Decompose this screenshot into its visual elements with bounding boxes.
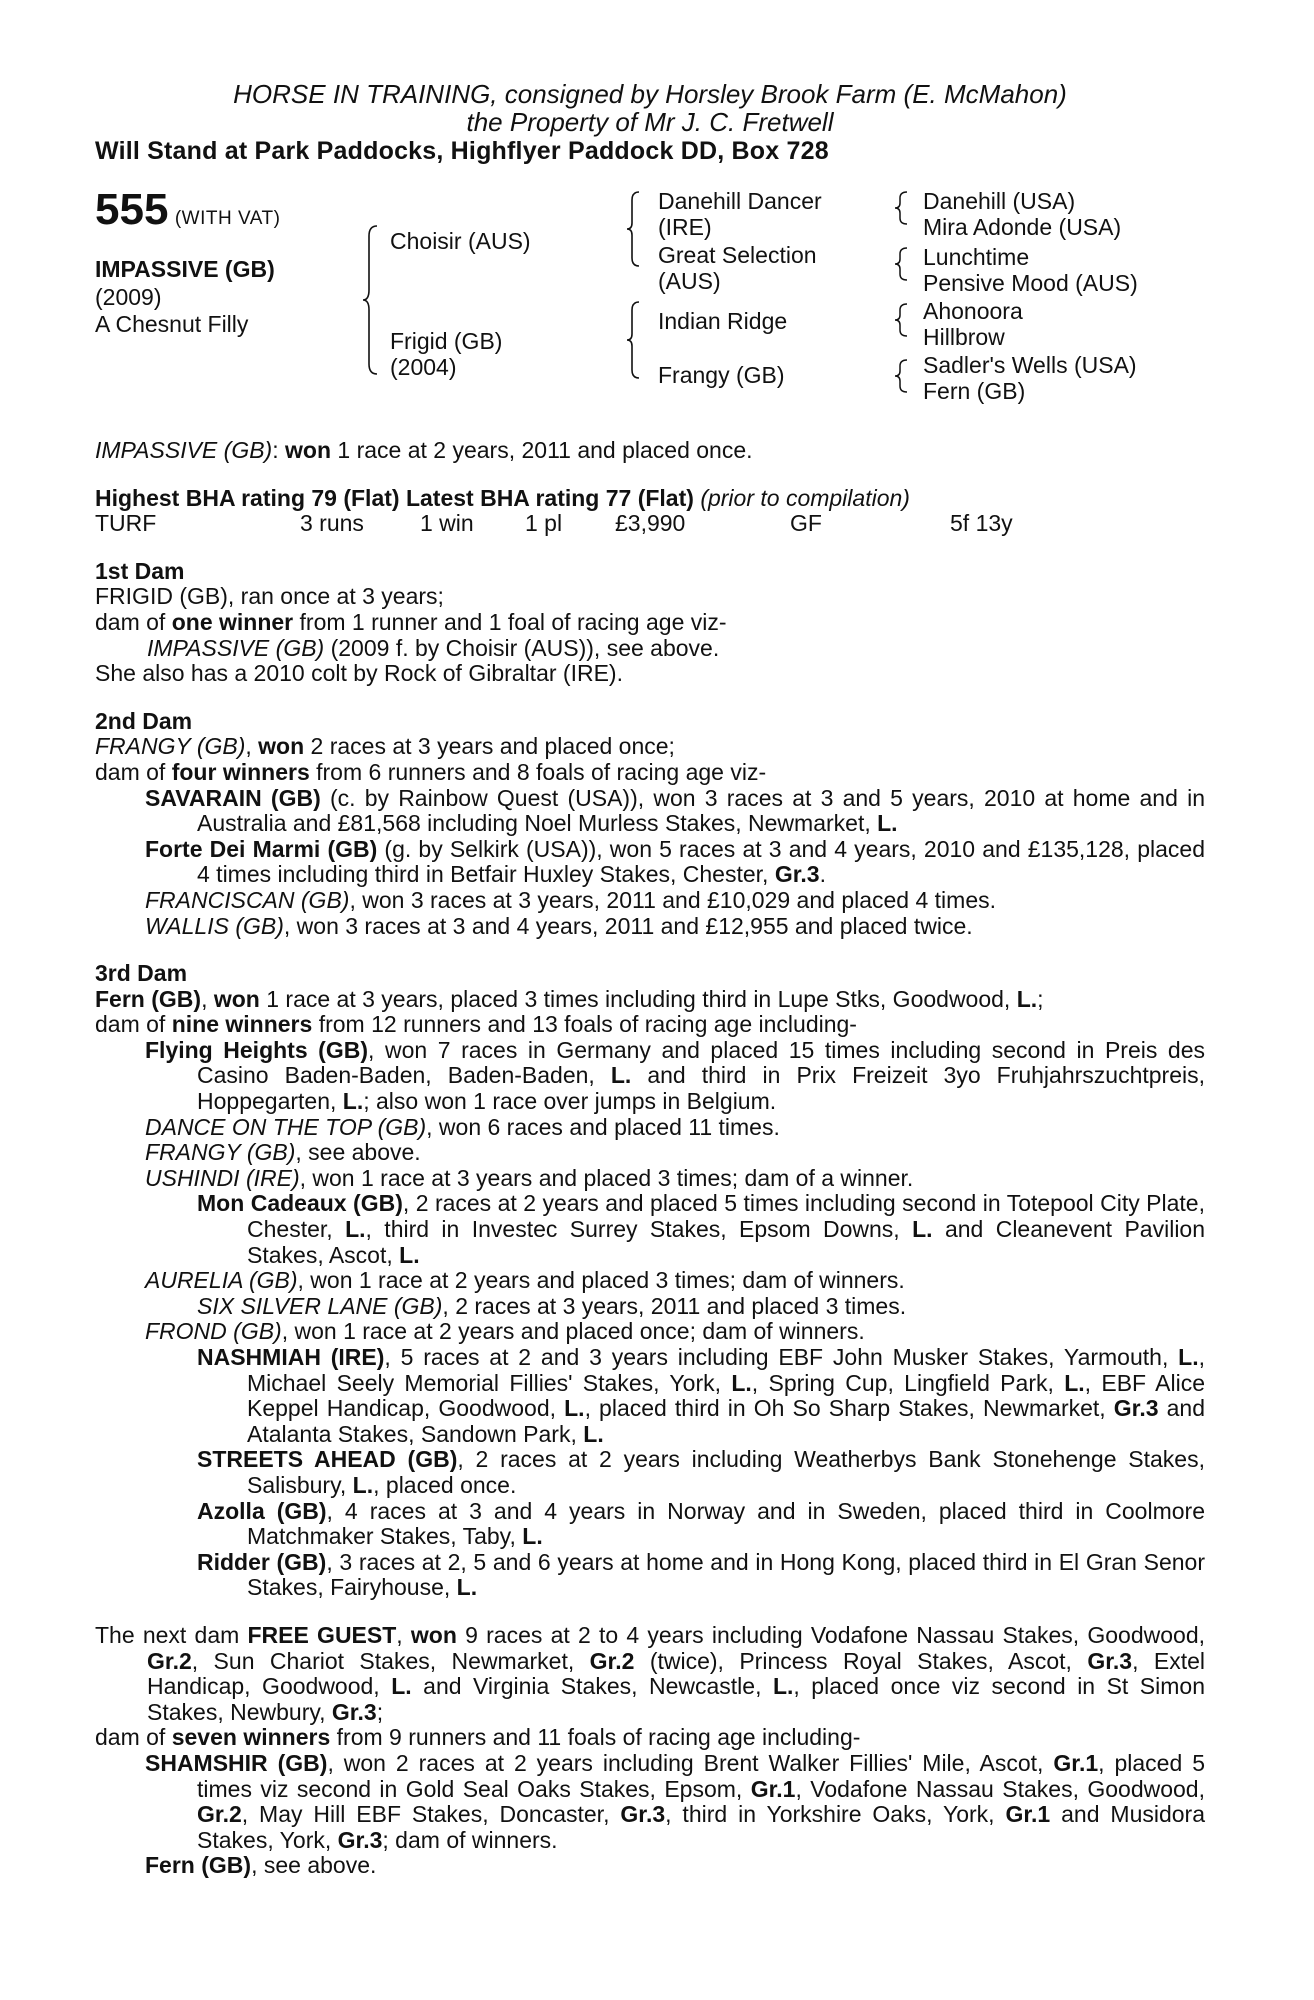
consignor-line: HORSE IN TRAINING, consigned by Horsley Brook Farm (E. McMahon) — [233, 79, 1067, 109]
next-dam-section: The next dam FREE GUEST, won 9 races at 2 to 4 years including Vodafone Nassau Stakes, Goodwood, Gr.2, Sun Chariot Stakes, Newmarket, Gr.2 (twice), Princess Royal Stakes, Ascot, Gr.3, Extel Handicap, Goodwood, L. and Virginia Stakes, Newcastle, L., placed once viz second in St Simon Stakes, Newbury, Gr.3; dam of seven winners from 9 runners and 11 foals of racing age including- SHAMSHIR (GB), won 2 races at 2 years including Brent Walker Fillies' Mile, Ascot, Gr.1, placed 5 times viz second in Gold Seal Oaks Stakes, Epsom, Gr.1, Vodafone Nassau Stakes, Goodwood, Gr.2, May Hill EBF Stakes, Doncaster, Gr.3, third in Yorkshire Oaks, York, Gr.1 and Musidora Stakes, York, Gr.3; dam of winners. Fern (GB), see above. — [95, 1621, 1206, 1879]
section-heading: 2nd Dam — [95, 707, 193, 734]
stand-location: Will Stand at Park Paddocks, Highflyer Paddock DD, Box 728 — [95, 137, 829, 165]
brace-icon — [895, 246, 909, 282]
lot-number-line — [95, 185, 281, 234]
vat-label: (WITH VAT) — [174, 208, 281, 229]
foaling-year: (2009) — [95, 284, 162, 310]
grandproduce-entry: Azolla (GB), 4 races at 3 and 4 years in Norway and in Sweden, placed third in Coolmore Matchmaker Stakes, Taby, L. — [197, 1497, 1205, 1550]
race-summary: IMPASSIVE (GB): won 1 race at 2 years, 2011 and placed once. — [95, 437, 753, 463]
dam-dam: Frangy (GB) — [658, 362, 785, 388]
grandproduce-entry: SIX SILVER LANE (GB), 2 races at 3 years, 2011 and placed 3 times. — [197, 1292, 907, 1319]
brace-icon — [895, 302, 909, 338]
sire-sire-country: (IRE) — [658, 214, 712, 240]
gen3-2: Mira Adonde (USA) — [923, 214, 1122, 240]
gen3-4: Pensive Mood (AUS) — [923, 270, 1138, 296]
third-dam-section: 3rd Dam Fern (GB), won 1 race at 3 years, placed 3 times including third in Lupe Stks, Goodwood, L.; dam of nine winners from 12 runners and 13 foals of racing age including- Flying Heights (GB), won 7 races in Germany and placed 15 times including second in Preis des Casino Baden-Baden, Baden-Baden, L. and third in Prix Freizeit 3yo Fruhjahrszuchtpreis, Hoppegarten, L.; also won 1 race over jumps in Belgium. DANCE ON THE TOP (GB), won 6 races and placed 11 times. FRANGY (GB), see above. USHINDI (IRE), won 1 race at 3 years and placed 3 times; dam of a winner. Mon Cadeaux (GB), 2 races at 2 years and placed 5 times including second in Totepool City Plate, Chester, L., third in Investec Surrey Stakes, Epsom Downs, L. and Cleanevent Pavilion Stakes, Ascot, L. AURELIA (GB), won 1 race at 2 years and placed 3 times; dam of winners. SIX SILVER LANE (GB), 2 races at 3 years, 2011 and placed 3 times. FROND (GB), won 1 race at 2 years and placed once; dam of winners. NASHMIAH (IRE), 5 races at 2 and 3 years including EBF John Musker Stakes, Yarmouth, L., Michael Seely Memorial Fillies' Stakes, York, L., Spring Cup, Lingfield Park, L., EBF Alice Keppel Handicap, Goodwood, L., placed third in Oh So Sharp Stakes, Newmarket, Gr.3 and Atalanta Stakes, Sandown Park, L. STREETS AHEAD (GB), 2 races at 2 years including Weatherbys Bank Stonehenge Stakes, Salisbury, L., placed once. Azolla (GB), 4 races at 3 and 4 years in Norway and in Sweden, placed third in Coolmore Matchmaker Stakes, Taby, L. Ridder (GB), 3 races at 2, 5 and 6 years at home and in Hong Kong, placed third in El Gran Senor Stakes, Fairyhouse, L. — [95, 960, 1206, 1601]
gen3-7: Sadler's Wells (USA) — [923, 352, 1137, 378]
produce-entry: SHAMSHIR (GB), won 2 races at 2 years including Brent Walker Fillies' Mile, Ascot, Gr.1, placed 5 times viz second in Gold Seal Oaks Stakes, Epsom, Gr.1, Vodafone Nassau Stakes, Goodwood, Gr.2, May Hill EBF Stakes, Doncaster, Gr.3, third in Yorkshire Oaks, York, Gr.1 and Musidora Stakes, York, Gr.3; dam of winners. — [145, 1749, 1205, 1853]
grandproduce-entry: Mon Cadeaux (GB), 2 races at 2 years and placed 5 times including second in Totepool City Plate, Chester, L., third in Investec Surrey Stakes, Epsom Downs, L. and Cleanevent Pavilion Stakes, Ascot, L. — [197, 1190, 1206, 1268]
gen3-6: Hillbrow — [923, 324, 1005, 350]
sire-dam-country: (AUS) — [658, 268, 721, 294]
produce-entry: Forte Dei Marmi (GB) (g. by Selkirk (USA)), won 5 races at 3 and 4 years, 2010 and £135,128, placed 4 times including third in Betfair Huxley Stakes, Chester, Gr.3. — [145, 835, 1205, 888]
rating-section — [95, 486, 1205, 537]
bha-rating: Highest BHA rating 79 (Flat) Latest BHA rating 77 (Flat) (prior to compilation) — [95, 484, 910, 511]
first-dam-section: 1st Dam FRIGID (GB), ran once at 3 years; dam of one winner from 1 runner and 1 foal of racing age viz- IMPASSIVE (GB) (2009 f. by Choisir (AUS)), see above. She also has a 2010 colt by Rock of Gibraltar (IRE). — [95, 559, 1205, 687]
brace-icon — [895, 190, 909, 226]
produce-entry: USHINDI (IRE), won 1 race at 3 years and placed 3 times; dam of a winner. — [145, 1164, 914, 1191]
produce-entry: AURELIA (GB), won 1 race at 2 years and placed 3 times; dam of winners. — [145, 1267, 905, 1294]
gen3-8: Fern (GB) — [923, 378, 1026, 404]
gen3-1: Danehill (USA) — [923, 188, 1076, 214]
pedigree-block — [95, 185, 1205, 438]
horse-name: IMPASSIVE (GB) — [95, 256, 275, 282]
dam-year: (2004) — [390, 354, 457, 380]
produce-entry: Fern (GB), see above. — [145, 1852, 377, 1879]
grandproduce-entry: Ridder (GB), 3 races at 2, 5 and 6 years at home and in Hong Kong, placed third in El Gran Senor Stakes, Fairyhouse, L. — [197, 1548, 1205, 1601]
dam-sire: Indian Ridge — [658, 308, 788, 334]
sire-dam-brace-icon — [363, 224, 379, 376]
produce-entry: FRANGY (GB), see above. — [145, 1139, 421, 1166]
form-line: TURF 3 runs 1 win 1 pl £3,990 GF 5f 13y — [95, 510, 1013, 537]
sire: Choisir (AUS) — [390, 228, 531, 254]
grandproduce-entry: STREETS AHEAD (GB), 2 races at 2 years including Weatherbys Bank Stonehenge Stakes, Salisbury, L., placed once. — [197, 1446, 1205, 1498]
grandproduce-entry: NASHMIAH (IRE), 5 races at 2 and 3 years including EBF John Musker Stakes, Yarmouth, L., Michael Seely Memorial Fillies' Stakes, York, L., Spring Cup, Lingfield Park, L., EBF Alice Keppel Handicap, Goodwood, L., placed third in Oh So Sharp Stakes, Newmarket, Gr.3 and Atalanta Stakes, Sandown Park, L. — [197, 1344, 1206, 1447]
produce-entry: FRANCISCAN (GB), won 3 races at 3 years, 2011 and £10,029 and placed 4 times. — [145, 886, 997, 913]
produce-entry: WALLIS (GB), won 3 races at 3 and 4 years, 2011 and £12,955 and placed twice. — [145, 912, 973, 939]
sire-dam: Great Selection — [658, 242, 817, 268]
horse-description: A Chesnut Filly — [95, 311, 249, 337]
catalogue-page — [95, 80, 1205, 1879]
dam-parents-brace-icon — [627, 300, 641, 380]
lot-number: 555 — [95, 185, 169, 234]
section-heading: 3rd Dam — [95, 960, 188, 987]
sire-sire: Danehill Dancer — [658, 188, 822, 214]
gen3-5: Ahonoora — [923, 298, 1023, 324]
section-heading: 1st Dam — [95, 557, 185, 584]
dam: Frigid (GB) — [390, 328, 503, 354]
brace-icon — [895, 358, 909, 394]
second-dam-section: 2nd Dam FRANGY (GB), won 2 races at 3 years and placed once; dam of four winners from 6 runners and 8 foals of racing age viz- SAVARAIN (GB) (c. by Rainbow Quest (USA)), won 3 races at 3 and 5 years, 2010 at home and in Australia and £81,568 including Noel Murless Stakes, Newmarket, L. Forte Dei Marmi (GB) (g. by Selkirk (USA)), won 5 races at 3 and 4 years, 2010 and £135,128, placed 4 times including third in Betfair Huxley Stakes, Chester, Gr.3. FRANCISCAN (GB), won 3 races at 3 years, 2011 and £10,029 and placed 4 times. WALLIS (GB), won 3 races at 3 and 4 years, 2011 and £12,955 and placed twice. — [95, 707, 1205, 939]
sire-parents-brace-icon — [627, 190, 641, 268]
produce-entry: FROND (GB), won 1 race at 2 years and placed once; dam of winners. — [145, 1318, 865, 1345]
gen3-3: Lunchtime — [923, 244, 1030, 270]
produce-entry: Flying Heights (GB), won 7 races in Germany and placed 15 times including second in Preis des Casino Baden-Baden, Baden-Baden, L. and third in Prix Freizeit 3yo Fruhjahrszuchtpreis, Hoppegarten, L.; also won 1 race over jumps in Belgium. — [145, 1036, 1206, 1115]
owner-line: the Property of Mr J. C. Fretwell — [466, 107, 834, 137]
produce-entry: DANCE ON THE TOP (GB), won 6 races and placed 11 times. — [145, 1113, 780, 1140]
produce-entry: SAVARAIN (GB) (c. by Rainbow Quest (USA)), won 3 races at 3 and 5 years, 2010 at home and in Australia and £81,568 including Noel Murless Stakes, Newmarket, L. — [145, 784, 1205, 837]
